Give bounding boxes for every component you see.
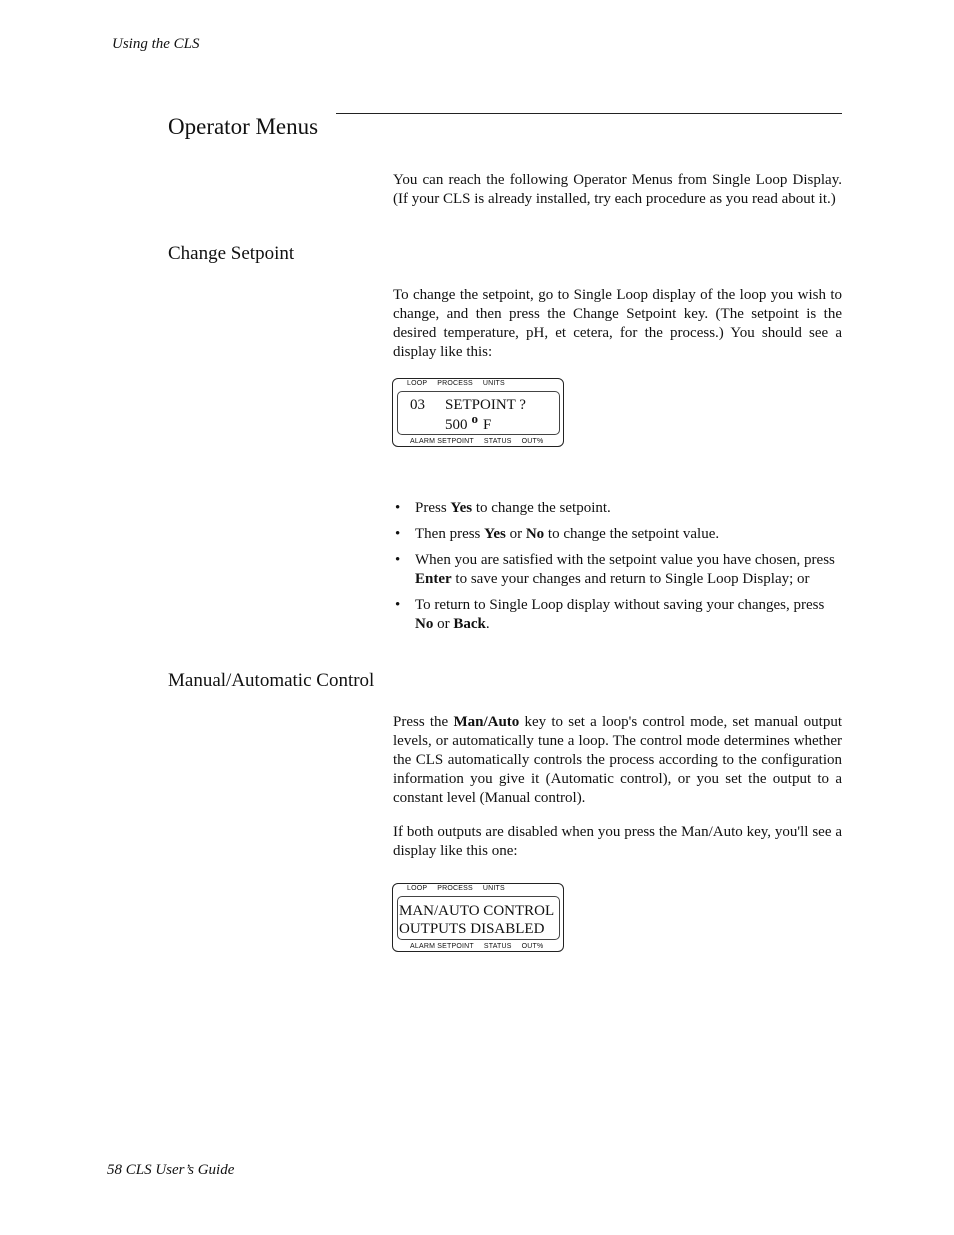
section-rule — [336, 113, 842, 114]
page-footer: 58 CLS User’s Guide — [107, 1162, 235, 1178]
man-auto-display — [392, 883, 564, 952]
setpoint-prompt: SETPOINT ? — [445, 397, 526, 413]
list-item: • To return to Single Loop display without saving your changes, press No or Back. — [395, 597, 825, 632]
display-bottom-labels — [410, 438, 553, 445]
display-line-2: OUTPUTS DISABLED — [399, 921, 545, 937]
setpoint-value-line — [445, 411, 492, 434]
change-setpoint-paragraph: To change the setpoint, go to Single Loop display of the loop you wish to change, and then press the Change Setpoint key. (The setpoint is the desired temperature, pH, et cetera, for the process.) You should see a display like this: — [393, 287, 842, 360]
alarm-setpoint-label: ALARM SETPOINT — [410, 943, 474, 950]
units-label: UNITS — [482, 380, 505, 387]
list-item: • When you are satisfied with the setpoint value you have chosen, press Enter to save your changes and return to Single Loop Display; or — [395, 552, 835, 587]
section-title: Operator Menus — [168, 114, 319, 139]
display-top-labels — [407, 885, 515, 892]
process-label: PROCESS — [437, 380, 473, 387]
setpoint-instructions — [393, 499, 843, 641]
status-label: STATUS — [483, 943, 512, 950]
manual-auto-heading: Manual/Automatic Control — [168, 670, 375, 691]
intro-paragraph: You can reach the following Operator Menus from Single Loop Display. (If your CLS is already installed, try each procedure as you read about it.) — [393, 172, 842, 207]
list-item: • Then press Yes or No to change the setpoint value. — [395, 526, 720, 542]
out-label: OUT% — [521, 943, 544, 950]
display-line-1: MAN/AUTO CONTROL — [399, 903, 555, 919]
alarm-setpoint-label: ALARM SETPOINT — [410, 438, 474, 445]
units-label: UNITS — [482, 885, 505, 892]
loop-label: LOOP — [407, 885, 428, 892]
outputs-disabled-paragraph: If both outputs are disabled when you press the Man/Auto key, you'll see a display like this one: — [393, 824, 842, 859]
out-label: OUT% — [521, 438, 544, 445]
display-bottom-labels — [410, 943, 553, 950]
display-top-labels — [407, 380, 515, 387]
setpoint-display — [392, 378, 564, 447]
status-label: STATUS — [483, 438, 512, 445]
display-screen — [397, 391, 560, 435]
loop-number: 03 — [410, 397, 425, 413]
setpoint-unit: F — [483, 417, 492, 433]
degree-symbol: o — [471, 411, 478, 426]
process-label: PROCESS — [437, 885, 473, 892]
loop-label: LOOP — [407, 380, 428, 387]
running-head: Using the CLS — [112, 36, 200, 52]
manual-auto-paragraph: Press the Man/Auto key to set a loop's control mode, set manual output levels, or automatically tune a loop. The control mode determines whether the CLS automatically controls the process according to the configuration information you give it (Automatic control), or you set the output to a constant level (Manual control). — [393, 714, 842, 806]
change-setpoint-heading: Change Setpoint — [168, 243, 295, 264]
list-item: • Press Yes to change the setpoint. — [395, 500, 611, 516]
setpoint-value: 500 — [445, 417, 468, 433]
display-screen — [397, 896, 560, 940]
